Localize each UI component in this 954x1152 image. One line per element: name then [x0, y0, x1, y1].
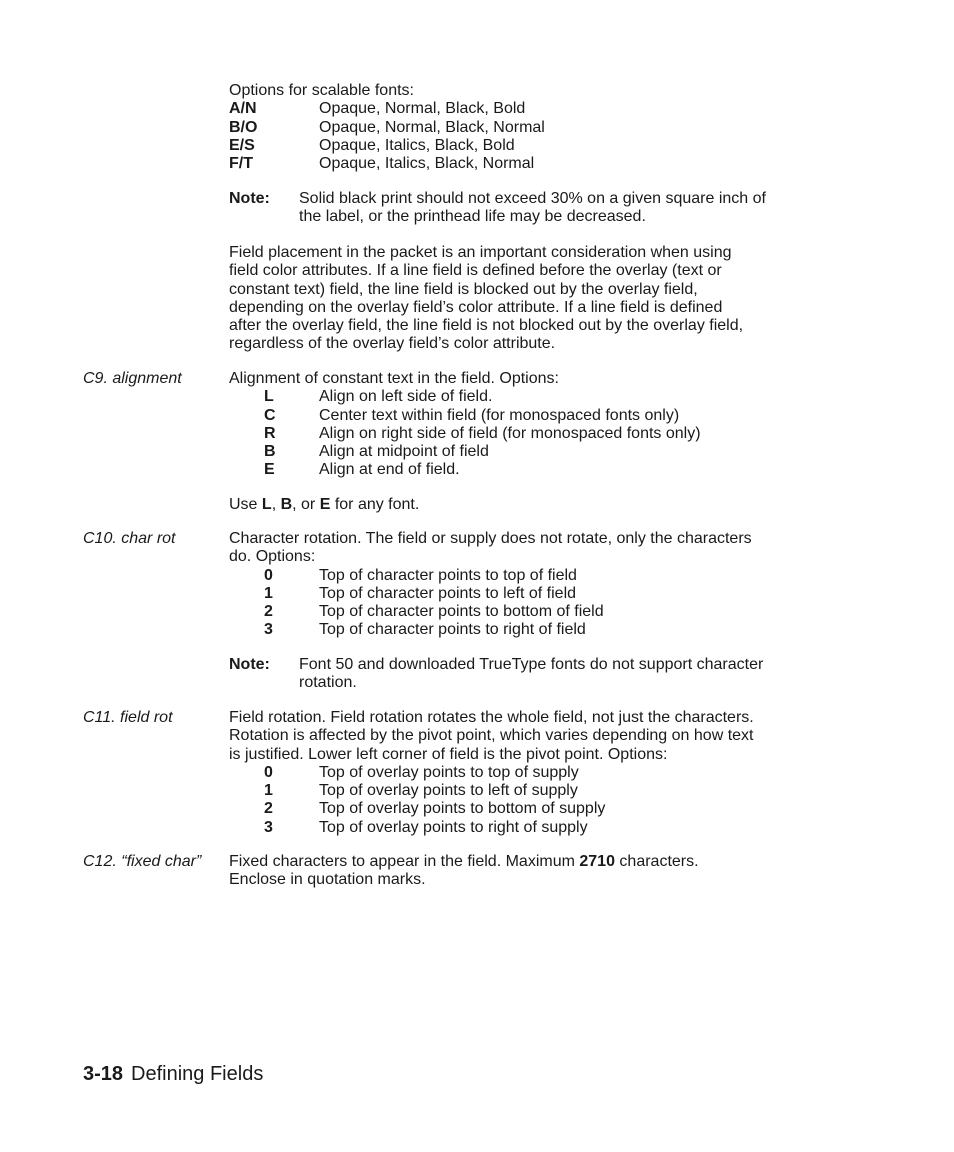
- option-row: [229, 461, 849, 479]
- c11-intro-line: is justified. Lower left corner of field is the pivot point. Options:: [229, 745, 668, 763]
- option-row: [229, 137, 849, 155]
- c10-intro-line: Character rotation. The field or supply does not rotate, only the characters: [229, 530, 752, 547]
- usage-code: E: [319, 496, 331, 513]
- option-row: [229, 800, 849, 818]
- paragraph-line: constant text) field, the line field is blocked out by the overlay field,: [229, 280, 698, 298]
- paragraph-line: field color attributes. If a line field is defined before the overlay (text or: [229, 262, 722, 280]
- usage-text: , or: [292, 496, 320, 513]
- param-label-c12: C12. “fixed char”: [83, 853, 202, 870]
- option-row: [229, 425, 849, 443]
- paragraph-line: depending on the overlay field’s color attribute. If a line field is defined: [229, 298, 723, 316]
- option-desc: Align on left side of field.: [319, 388, 493, 406]
- c10-section: [229, 530, 849, 640]
- scalable-fonts-section: [229, 82, 849, 173]
- c12-text: Fixed characters to appear in the field. Maximum: [229, 853, 580, 870]
- page-footer: [83, 1062, 263, 1086]
- scalable-fonts-intro: Options for scalable fonts:: [229, 82, 414, 99]
- note-print-density: [229, 190, 849, 227]
- c11-intro-line: Field rotation. Field rotation rotates the whole field, not just the characters.: [229, 709, 754, 726]
- note-text: [299, 190, 849, 227]
- option-desc: Top of overlay points to top of supply: [319, 763, 579, 781]
- option-desc: Top of character points to right of field: [319, 621, 586, 639]
- option-desc: Opaque, Normal, Black, Normal: [319, 118, 545, 136]
- option-desc: Top of overlay points to left of supply: [319, 782, 578, 800]
- option-row: [229, 407, 849, 425]
- option-row: [229, 603, 849, 621]
- option-desc: Align at end of field.: [319, 461, 460, 479]
- paragraph-line: after the overlay field, the line field is not blocked out by the overlay field,: [229, 317, 744, 335]
- page-number: 3-18: [83, 1063, 124, 1085]
- option-desc: Center text within field (for monospaced fonts only): [319, 406, 680, 424]
- option-row: [229, 155, 849, 173]
- c11-intro-line: Rotation is affected by the pivot point, which varies depending on how text: [229, 727, 754, 745]
- option-desc: Align at midpoint of field: [319, 443, 489, 461]
- option-row: [229, 119, 849, 137]
- option-desc: Opaque, Normal, Black, Bold: [319, 100, 526, 118]
- c12-line: Enclose in quotation marks.: [229, 871, 426, 889]
- option-desc: Top of overlay points to bottom of supply: [319, 800, 606, 818]
- note-text: [299, 656, 849, 693]
- usage-text: Use: [229, 496, 262, 513]
- option-code: 3: [264, 621, 273, 639]
- option-desc: Opaque, Italics, Black, Bold: [319, 136, 515, 154]
- note-char-rotation: [229, 656, 849, 693]
- c11-section: [229, 709, 849, 837]
- option-row: [229, 764, 849, 782]
- c9-usage-line: [229, 496, 849, 514]
- option-row: [229, 782, 849, 800]
- note-line: Solid black print should not exceed 30% on a given square inch of: [299, 190, 766, 207]
- option-desc: Top of character points to left of field: [319, 584, 577, 602]
- paragraph-line: regardless of the overlay field’s color attribute.: [229, 335, 556, 353]
- option-desc: Align on right side of field (for monospaced fonts only): [319, 424, 701, 442]
- field-placement-paragraph: [229, 244, 849, 354]
- option-code: 0: [264, 763, 273, 781]
- option-code: 3: [264, 818, 273, 836]
- option-desc: Top of overlay points to right of supply: [319, 818, 588, 836]
- option-desc: Top of character points to bottom of field: [319, 603, 604, 621]
- option-row: [229, 443, 849, 461]
- option-code: L: [264, 388, 274, 406]
- c12-text: characters.: [614, 853, 699, 870]
- option-code: E: [264, 461, 275, 479]
- option-row: [229, 567, 849, 585]
- usage-code: B: [280, 496, 293, 513]
- option-row: [229, 100, 849, 118]
- option-desc: Opaque, Italics, Black, Normal: [319, 155, 535, 173]
- usage-code: L: [261, 496, 272, 513]
- option-code: 2: [264, 800, 273, 818]
- option-row: [229, 388, 849, 406]
- note-line: rotation.: [299, 674, 357, 692]
- option-code: 1: [264, 782, 273, 800]
- param-label-c11: C11. field rot: [83, 709, 173, 726]
- usage-text: ,: [271, 496, 281, 513]
- option-desc: Top of character points to top of field: [319, 566, 577, 584]
- paragraph-line: Field placement in the packet is an important consideration when using: [229, 244, 732, 261]
- c10-intro-line: do. Options:: [229, 548, 316, 566]
- note-label: Note:: [229, 656, 270, 673]
- section-title: Defining Fields: [131, 1063, 264, 1085]
- c12-line: [229, 853, 849, 871]
- option-code: R: [264, 424, 276, 442]
- option-row: [229, 585, 849, 603]
- option-code: 1: [264, 584, 273, 602]
- c12-max-chars: 2710: [579, 853, 615, 870]
- option-code: C: [264, 406, 276, 424]
- note-label: Note:: [229, 190, 270, 207]
- option-code: B: [264, 443, 276, 461]
- usage-text: for any font.: [330, 496, 420, 513]
- option-code: B/O: [229, 118, 258, 136]
- option-code: E/S: [229, 136, 255, 154]
- c12-section: [229, 853, 849, 890]
- option-code: A/N: [229, 100, 257, 118]
- c9-intro: Alignment of constant text in the field. Options:: [229, 370, 559, 387]
- note-line: the label, or the printhead life may be decreased.: [299, 208, 646, 226]
- option-code: 2: [264, 603, 273, 621]
- note-line: Font 50 and downloaded TrueType fonts do not support character: [299, 656, 764, 673]
- option-code: 0: [264, 566, 273, 584]
- option-row: [229, 819, 849, 837]
- c9-section: [229, 370, 849, 480]
- param-label-c9: C9. alignment: [83, 370, 182, 387]
- param-label-c10: C10. char rot: [83, 530, 176, 547]
- option-row: [229, 621, 849, 639]
- option-code: F/T: [229, 155, 253, 173]
